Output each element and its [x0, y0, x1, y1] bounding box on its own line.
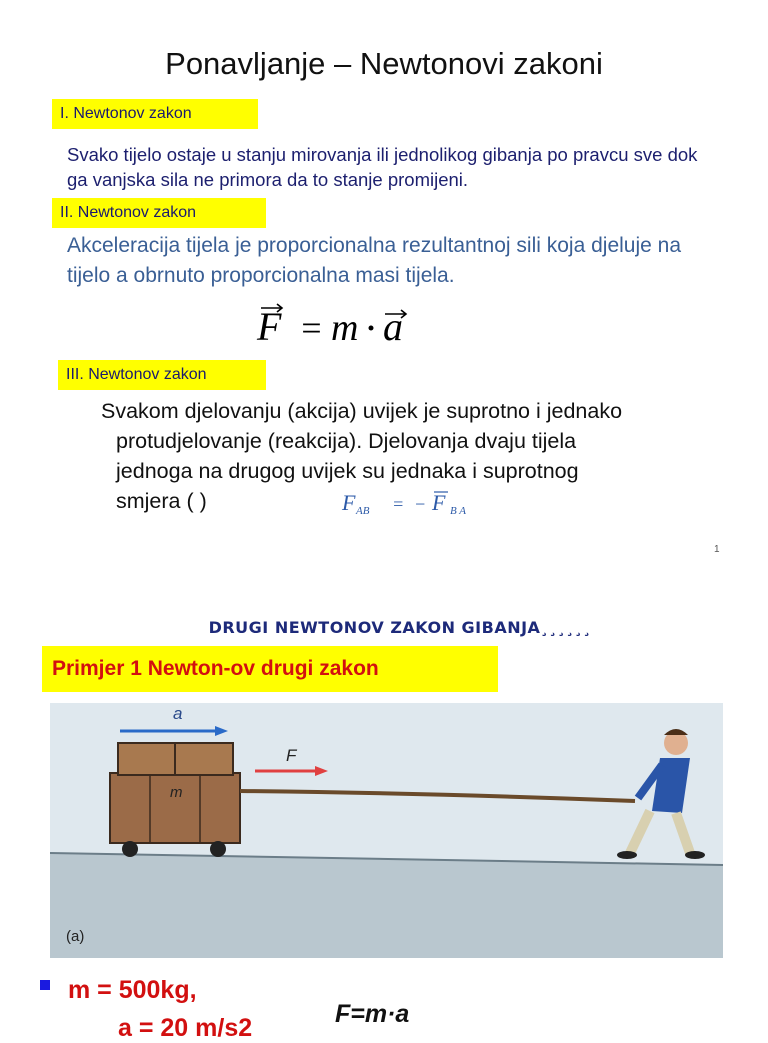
law3-line3: jednoga na drugog uvijek su jednaka i suprotnog: [116, 459, 579, 483]
figure-caption: (a): [66, 928, 85, 945]
law3-line1: Svakom djelovanju (akcija) uvijek je suprotno i jednako: [101, 399, 623, 423]
formula-F: F: [257, 304, 282, 349]
svg-text:F: F: [432, 490, 446, 515]
ground: [50, 853, 723, 958]
law3-line2: protudjelovanje (reakcija). Djelovanja dvaju tijela: [116, 429, 577, 453]
formula-equals: =: [299, 308, 324, 348]
person-legs: [630, 811, 690, 853]
formula-graphic: [255, 300, 425, 350]
cart-wheel: [122, 841, 138, 857]
law1-label: I. Newtonov zakon: [52, 99, 258, 129]
slide-title: Ponavljanje – Newtonovi zakoni: [165, 46, 603, 81]
svg-text:F: F: [342, 490, 356, 515]
svg-text:=: =: [392, 494, 405, 514]
newton3-formula: [340, 486, 490, 528]
slide-number: 1: [714, 544, 720, 555]
mass-value: m = 500kg,: [68, 976, 197, 1004]
formula-fma: F=m·a: [335, 1000, 410, 1028]
label-m: m: [170, 784, 183, 801]
rope: [240, 791, 635, 801]
cart-wheel: [210, 841, 226, 857]
label-a: a: [173, 704, 183, 723]
svg-text:B A: B A: [450, 505, 466, 517]
formula-dot: [369, 326, 374, 331]
law3-label: III. Newtonov zakon: [58, 360, 266, 390]
formula3-graphic: [340, 486, 490, 522]
svg-text:−: −: [414, 494, 427, 514]
cart-illustration: [50, 703, 723, 958]
bullet-icon: [40, 980, 50, 990]
example-title-box: [42, 646, 498, 692]
newton2-formula: [255, 300, 425, 360]
formula-a: a: [383, 304, 403, 349]
law1-text: Svako tijelo ostaje u stanju mirovanja ili jednolikog gibanja po pravcu sve dok ga vanjska sila ne primora da to stanje promijeni.: [67, 144, 698, 190]
law2-label: II. Newtonov zakon: [52, 198, 266, 228]
formula-m: m: [331, 307, 359, 349]
svg-text:AB: AB: [356, 505, 370, 517]
example-title: Primjer 1 Newton-ov drugi zakon: [52, 657, 379, 680]
slide2-heading: DRUGI NEWTONOV ZAKON GIBANJA¸¸¸¸¸¸: [208, 618, 592, 637]
label-F: F: [286, 746, 297, 765]
cart-figure: [50, 703, 723, 958]
second-given-value: a = 20 m/s2: [118, 1014, 253, 1042]
law2-text: Akceleracija tijela je proporcionalna rezultantnoj sili koja djeluje na tijelo a obrnuto proporcionalna masi tijela.: [67, 234, 682, 287]
law3-line4: smjera ( ): [116, 489, 207, 513]
